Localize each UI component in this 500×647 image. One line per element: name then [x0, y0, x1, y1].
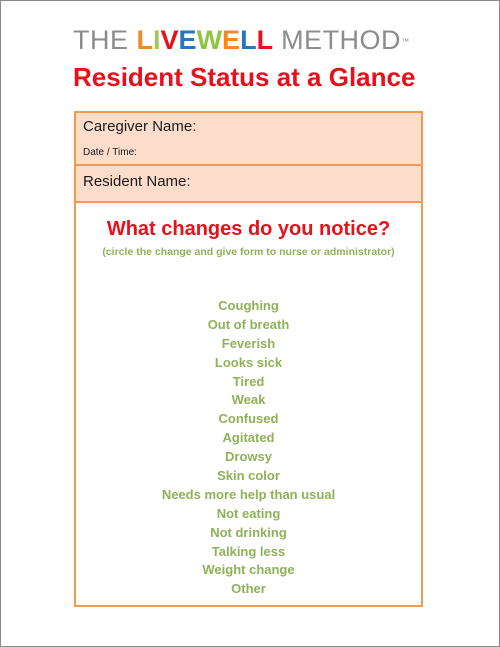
change-item[interactable]: Coughing	[218, 298, 279, 313]
caregiver-name-label: Caregiver Name:	[83, 118, 197, 135]
brand-letter: I	[153, 25, 161, 55]
resident-name-label: Resident Name:	[83, 173, 191, 190]
change-item[interactable]: Agitated	[222, 430, 275, 446]
brand-suffix: METHOD	[273, 25, 402, 55]
brand-trademark: ™	[401, 37, 410, 46]
change-item[interactable]: Skin color	[217, 468, 280, 484]
change-item[interactable]: Feverish	[221, 335, 276, 351]
change-item[interactable]: Out of breath	[207, 316, 290, 332]
brand-livewell-wordmark	[137, 25, 274, 55]
change-item[interactable]: Not eating	[216, 505, 281, 521]
changes-list	[76, 297, 421, 599]
change-item[interactable]: Weak	[231, 392, 266, 408]
brand-letter: E	[178, 25, 197, 55]
changes-question: What changes do you notice?	[106, 218, 391, 240]
change-item[interactable]: Talking less	[211, 543, 286, 559]
change-item[interactable]: Weight change	[202, 562, 295, 578]
brand-letter: L	[256, 25, 274, 55]
page-title: Resident Status at a Glance	[73, 62, 416, 92]
brand-letter: V	[160, 25, 179, 55]
brand-letter: L	[240, 25, 257, 55]
change-item[interactable]: Drowsy	[225, 449, 272, 465]
caregiver-row[interactable]	[76, 113, 421, 166]
brand-prefix: THE	[73, 25, 137, 55]
instruction-text: (circle the change and give form to nurse or administrator)	[102, 246, 395, 258]
change-item[interactable]: Other	[231, 581, 266, 597]
brand-letter: W	[196, 25, 223, 55]
change-item[interactable]: Needs more help than usual	[161, 486, 336, 502]
change-item[interactable]: Confused	[218, 411, 279, 427]
brand-letter: L	[136, 25, 154, 55]
change-item[interactable]: Looks sick	[214, 354, 283, 370]
brand-logo	[73, 25, 410, 55]
brand-letter: E	[222, 25, 241, 55]
change-item[interactable]: Tired	[232, 373, 265, 389]
resident-row[interactable]	[76, 166, 421, 203]
date-time-label: Date / Time:	[83, 147, 137, 158]
status-form-box	[74, 111, 423, 607]
change-item[interactable]: Not drinking	[210, 524, 287, 540]
